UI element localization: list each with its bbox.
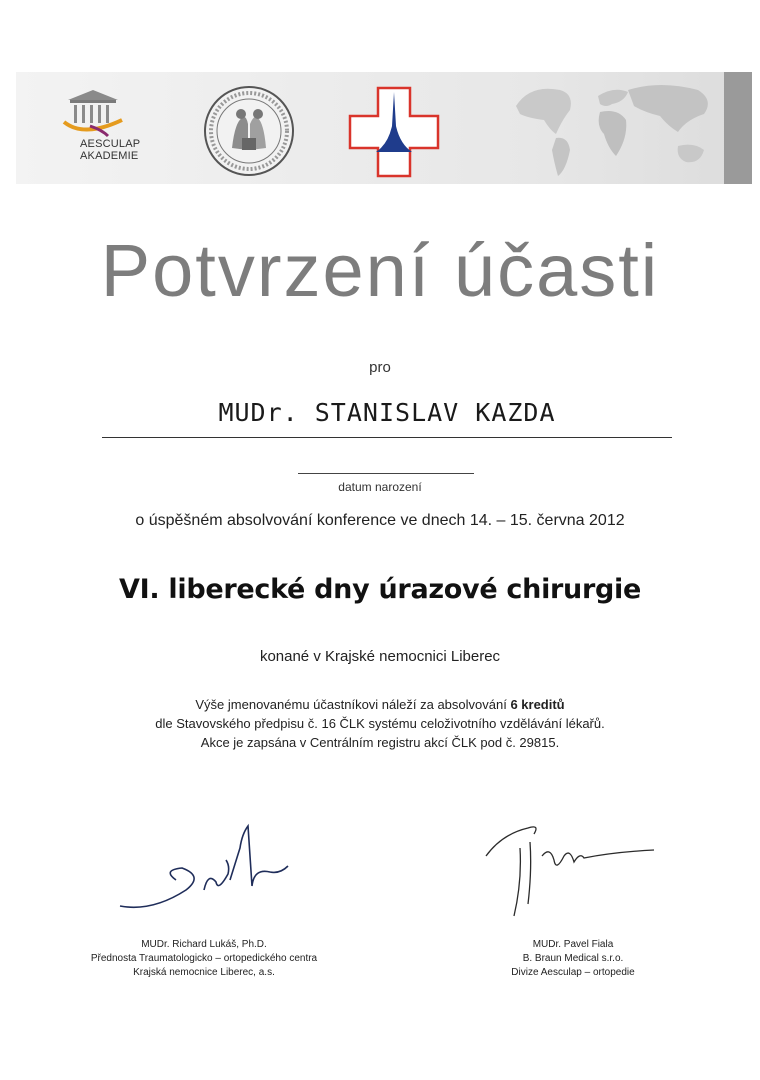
right-signatory-role: B. Braun Medical s.r.o.: [522, 953, 624, 964]
completion-text: o úspěšném absolvování konference ve dnech 14. – 15. června 2012: [135, 512, 625, 529]
dob-label: datum narození: [338, 480, 422, 494]
left-signatory: [74, 938, 334, 980]
right-signatory-name: MUDr. Pavel Fiala: [532, 939, 614, 950]
right-signatory-org: Divize Aesculap – ortopedie: [511, 967, 635, 978]
world-map-icon: [510, 76, 720, 182]
pro-label: pro: [369, 359, 391, 376]
certificate-title: Potvrzení účasti: [100, 229, 660, 312]
right-signatory: [443, 938, 703, 980]
seal-emblem: [202, 84, 296, 178]
credits-line-1: [0, 697, 760, 712]
credits-line-2: dle Stavovského předpisu č. 16 ČLK systému celoživotního vzdělávání lékařů.: [155, 716, 605, 731]
right-signature: [484, 812, 664, 922]
venue-text: konané v Krajské nemocnici Liberec: [259, 648, 501, 665]
logo-line-1: AESCULAP: [80, 138, 141, 150]
left-signatory-role: Přednosta Traumatologicko – ortopedického centra: [90, 953, 318, 964]
header-edge-stripe: [724, 72, 752, 184]
left-signatory-org: Krajská nemocnice Liberec, a.s.: [133, 967, 275, 978]
credits-line-1-prefix: Výše jmenovanému účastníkovi náleží za absolvování: [195, 697, 511, 712]
conference-name: VI. liberecké dny úrazové chirurgie: [119, 574, 641, 605]
left-signatory-name: MUDr. Richard Lukáš, Ph.D.: [141, 939, 267, 950]
recipient-name: MUDr. STANISLAV KAZDA: [218, 398, 556, 427]
credits-amount: 6 kreditů: [510, 697, 565, 712]
dob-line: [298, 473, 474, 474]
red-cross-logo-icon: [348, 86, 440, 178]
name-underline: [102, 437, 672, 438]
credits-line-3: Akce je zapsána v Centrálním registru akcí ČLK pod č. 29815.: [200, 735, 560, 750]
aesculap-logo-text: [80, 138, 140, 162]
left-signature: [112, 820, 292, 920]
logo-line-2: AKADEMIE: [80, 150, 139, 162]
aesculap-temple-icon: [62, 88, 142, 140]
